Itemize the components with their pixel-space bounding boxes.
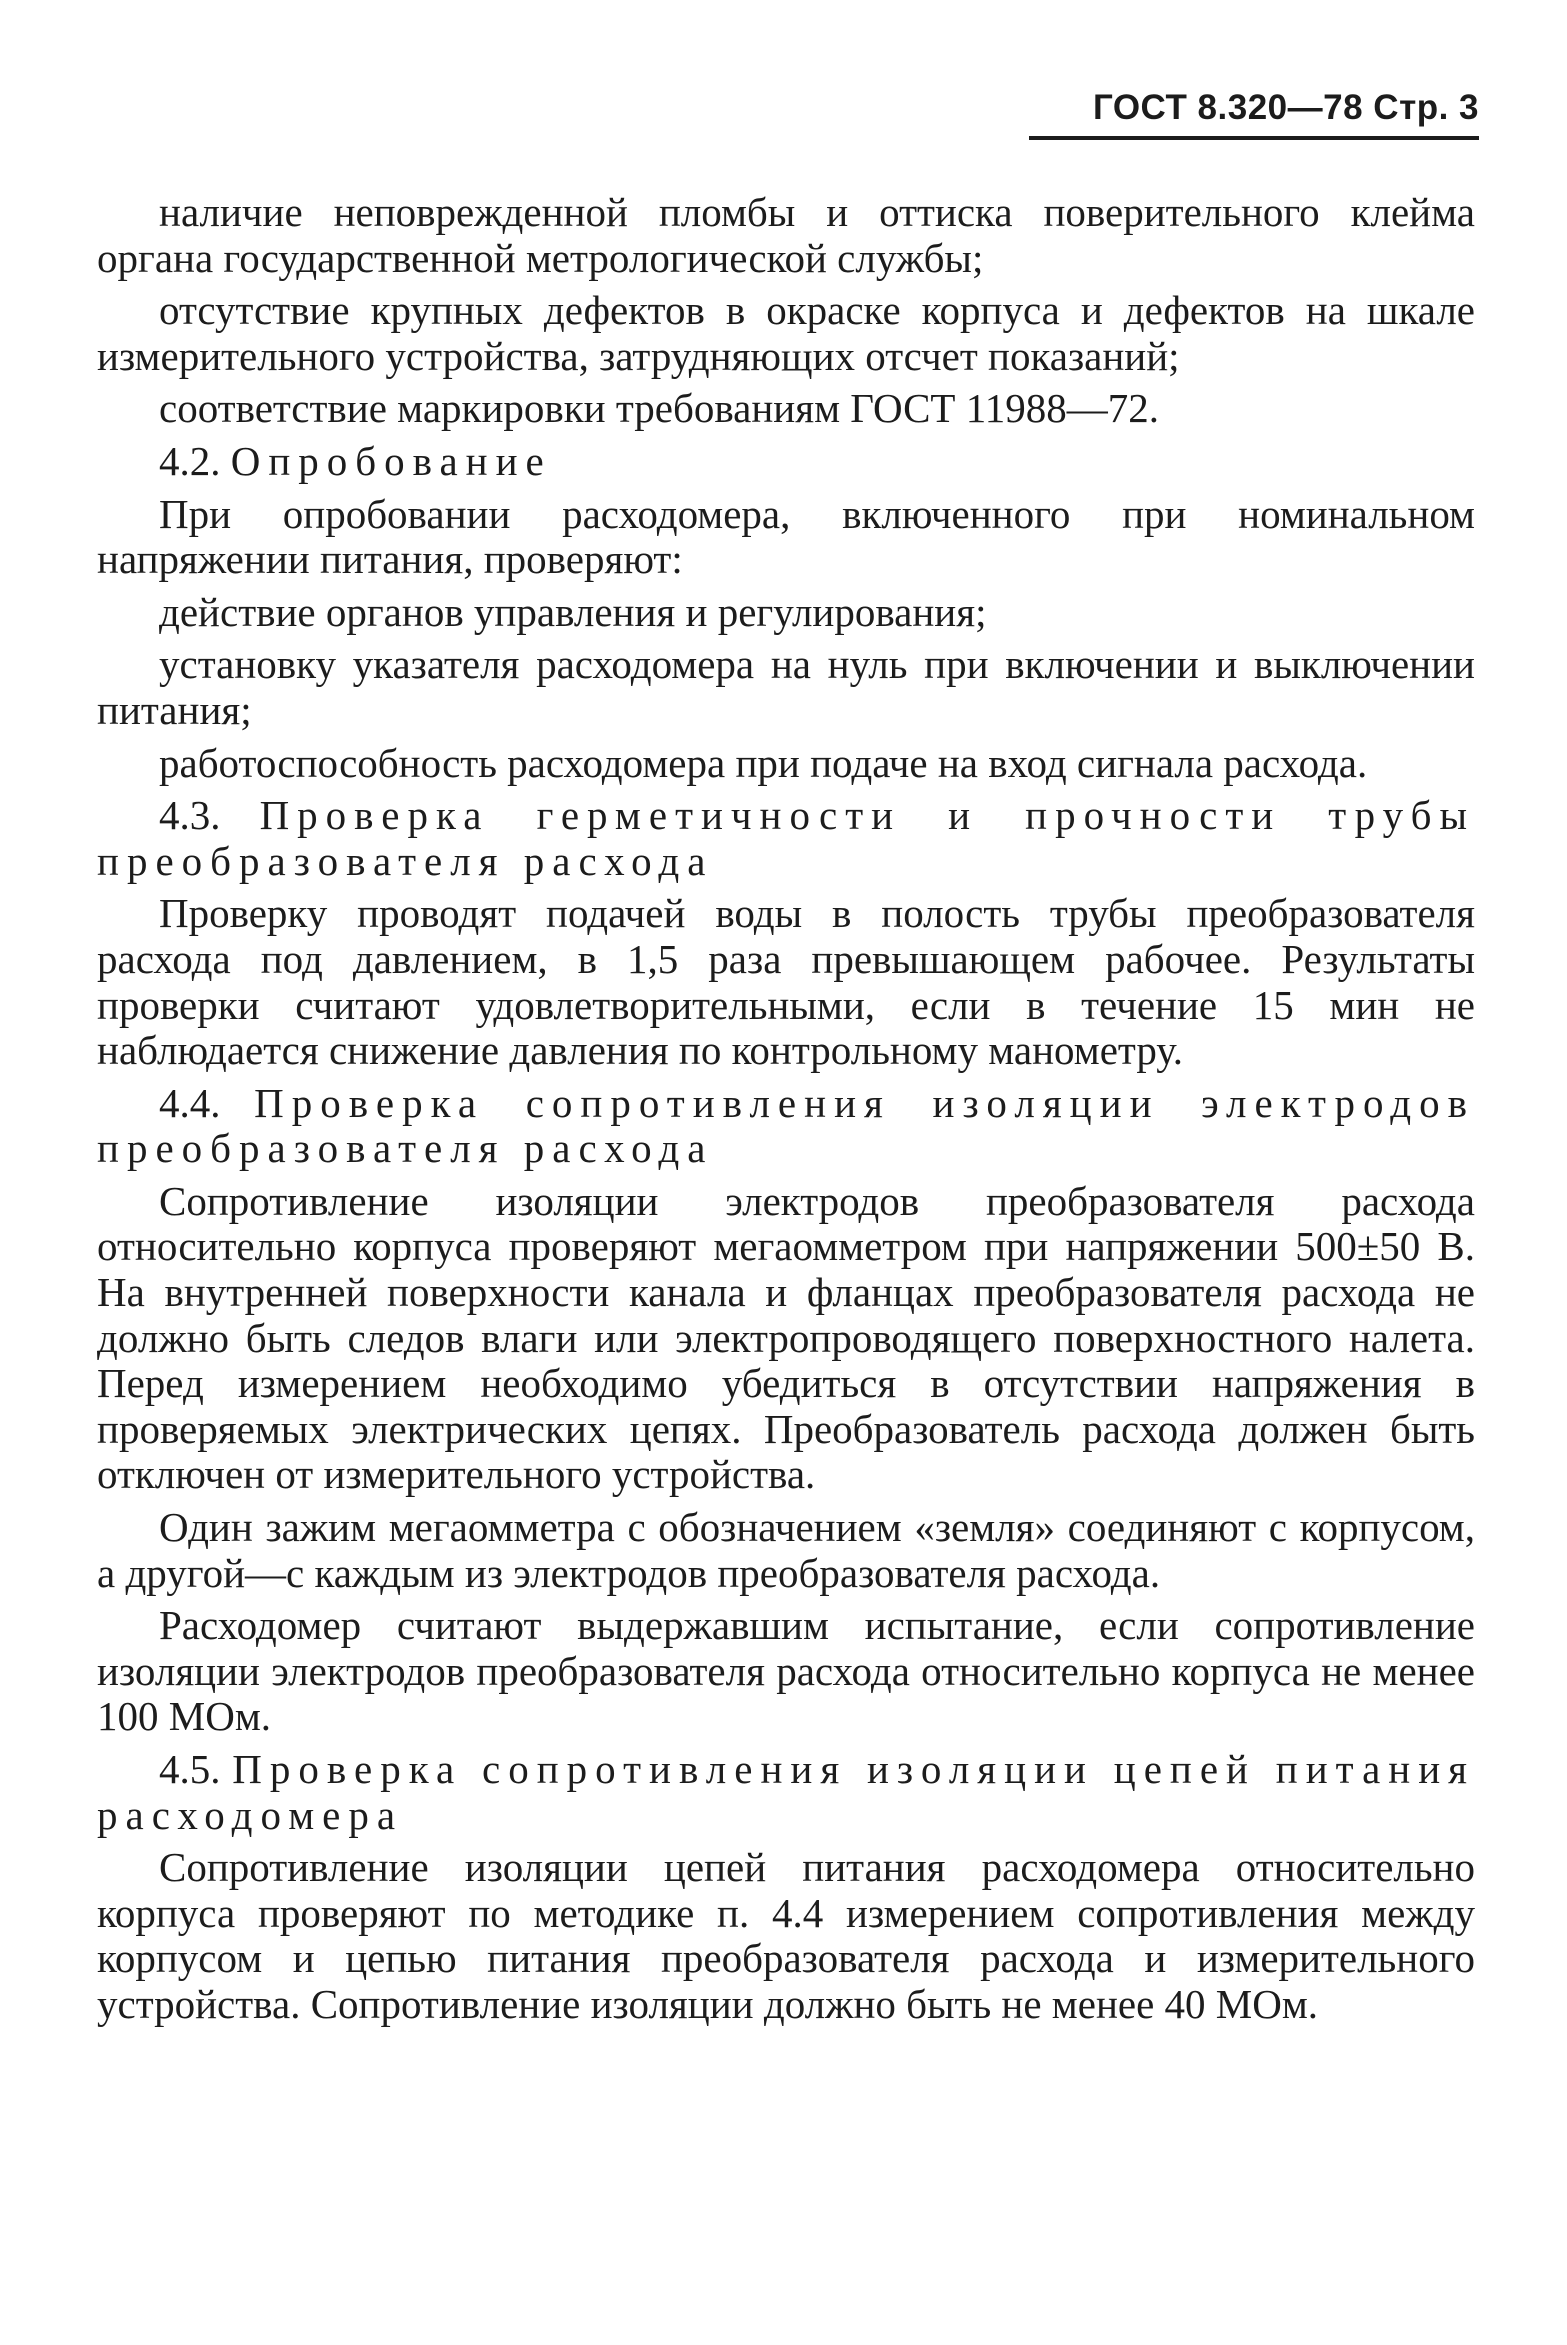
paragraph: отсутствие крупных дефектов в окраске корпуса и дефектов на шкале измерительного устройства, затрудняющих отсчет показаний; — [97, 287, 1475, 379]
paragraph: Один зажим мегаомметра с обозначением «земля» соединяют с корпусом, а другой—с каждым из электродов преобразователя расхода. — [97, 1504, 1475, 1596]
section-number: 4.3. — [159, 792, 221, 839]
paragraph: действие органов управления и регулирования; — [159, 588, 987, 635]
paragraph: При опробовании расходомера, включенного при номинальном напряжении питания, проверяют: — [97, 490, 1475, 583]
section-title: Проверка сопротивления изоляции электродов преобразователя расхода — [97, 1079, 1475, 1172]
section-heading — [97, 1081, 1475, 1172]
section-title: Проверка сопротивления изоляции цепей питания расходомера — [97, 1746, 1476, 1838]
paragraph: установку указателя расходомера на нуль при включении и выключении питания; — [97, 641, 1475, 733]
paragraph: работоспособность расходомера при подаче на вход сигнала расхода. — [159, 739, 1368, 786]
section-number: 4.2. — [159, 437, 221, 484]
document-body — [97, 190, 1475, 2028]
paragraph: соответствие маркировки требованиям ГОСТ 11988—72. — [159, 385, 1159, 432]
section-title: Проверка герметичности и прочности трубы преобразователя расхода — [97, 792, 1475, 884]
section-heading — [97, 1747, 1475, 1838]
paragraph: Сопротивление изоляции цепей питания расходомера относительно корпуса проверяют по методике п. 4.4 измерением сопротивления между корпусом и цепью питания преобразователя расхода и измерительного устройства. Сопротивление изоляции должно быть не менее 40 МОм. — [97, 1844, 1475, 2027]
paragraph: наличие неповрежденной пломбы и оттиска поверительного клейма органа государственной метрологической службы; — [97, 189, 1475, 281]
section-heading — [97, 439, 1475, 485]
section-heading — [97, 793, 1475, 884]
paragraph: Расходомер считают выдержавшим испытание, если сопротивление изоляции электродов преобразователя расхода относительно корпуса не менее 100 МОм. — [97, 1602, 1475, 1740]
paragraph: Сопротивление изоляции электродов преобразователя расхода относительно корпуса проверяют мегаомметром при напряжении 500±50 В. На внутренней поверхности канала и фланцах преобразователя расхода не должно быть следов влаги или электропроводящего поверхностного налета. Перед измерением необходимо убедиться в отсутствии напряжения в проверяемых электрических цепях. Преобразователь расхода должен быть отключен от измерительного устройства. — [97, 1177, 1475, 1498]
section-number: 4.5. — [159, 1746, 221, 1792]
paragraph: Проверку проводят подачей воды в полость трубы преобразователя расхода под давлением, в 1,5 раза превышающем рабочее. Результаты проверки считают удовлетворительными, если в течение 15 мин не наблюдается снижение давления по контрольному манометру. — [97, 890, 1475, 1074]
page-header: ГОСТ 8.320—78 Стр. 3 — [1029, 88, 1479, 140]
section-number: 4.4. — [159, 1079, 221, 1126]
section-title: Опробование — [230, 437, 552, 484]
